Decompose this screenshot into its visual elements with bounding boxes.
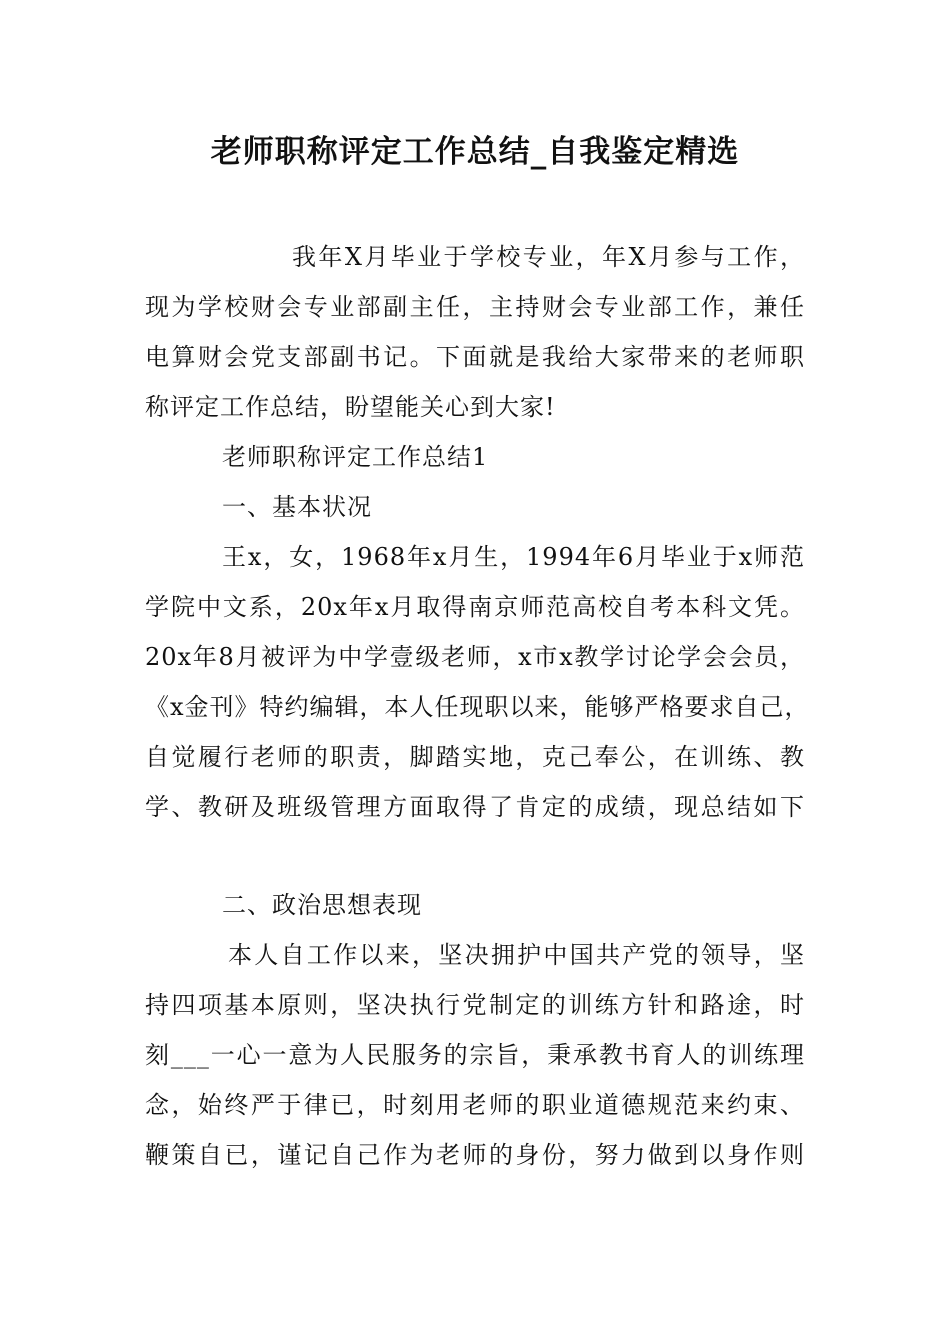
basic-info-line-4: 《x金刊》特约编辑，本人任现职以来，能够严格要求自己， [145, 693, 810, 721]
politics-line-3: 刻___一心一意为人民服务的宗旨，秉承教书育人的训练理 [145, 1041, 805, 1069]
heading-basic-info: 一、基本状况 [222, 493, 372, 521]
heading-politics: 二、政治思想表现 [222, 891, 422, 919]
section-title: 老师职称评定工作总结1 [222, 443, 489, 471]
basic-info-line-2: 学院中文系，20x年x月取得南京师范高校自考本科文凭。 [145, 593, 805, 621]
intro-line-3: 电算财会党支部副书记。下面就是我给大家带来的老师职 [145, 343, 805, 371]
politics-line-1: 本人自工作以来，坚决拥护中国共产党的领导，坚 [228, 941, 805, 969]
basic-info-line-3: 20x年8月被评为中学壹级老师，x市x教学讨论学会会员， [145, 643, 805, 671]
politics-line-2: 持四项基本原则，坚决执行党制定的训练方针和路途，时 [145, 991, 805, 1019]
politics-line-4: 念，始终严于律已，时刻用老师的职业道德规范来约束、 [145, 1091, 805, 1119]
politics-line-5: 鞭策自已，谨记自己作为老师的身份，努力做到以身作则 [145, 1141, 805, 1169]
basic-info-line-5: 自觉履行老师的职责，脚踏实地，克己奉公，在训练、教 [145, 743, 805, 771]
intro-line-4: 称评定工作总结，盼望能关心到大家! [145, 393, 556, 421]
basic-info-line-6: 学、教研及班级管理方面取得了肯定的成绩，现总结如下 [145, 793, 805, 821]
intro-line-1: 我年X月毕业于学校专业，年X月参与工作， [292, 243, 805, 271]
document-title: 老师职称评定工作总结_自我鉴定精选 [210, 134, 740, 170]
intro-line-2: 现为学校财会专业部副主任，主持财会专业部工作，兼任 [145, 293, 805, 321]
basic-info-line-1: 王x，女，1968年x月生，1994年6月毕业于x师范 [222, 543, 805, 571]
